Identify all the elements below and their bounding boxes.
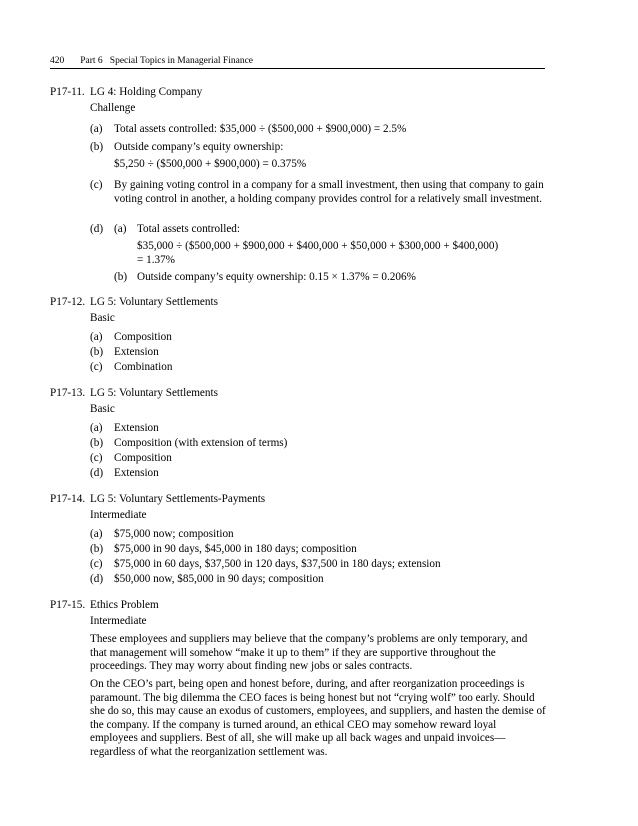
item-text: $75,000 now; composition xyxy=(114,528,234,540)
problem-title-p17-14: LG 5: Voluntary Settlements-Payments xyxy=(90,493,266,505)
answer-paragraph-1: These employees and suppliers may believe that the company’s problems are only temporary, and that management will somehow “make it up to them” if they are supportive throughout the proceedings. They may worry about finding new jobs or sales contracts. xyxy=(90,633,528,673)
item-text: Extension xyxy=(114,346,159,358)
item-label: (a) xyxy=(90,422,103,434)
problem-title-p17-13: LG 5: Voluntary Settlements xyxy=(90,387,218,399)
item-label: (b) xyxy=(90,437,104,449)
problem-level-p17-14: Intermediate xyxy=(90,509,147,521)
problem-number-p17-15: P17-15. xyxy=(50,599,86,611)
problem-number-p17-13: P17-13. xyxy=(50,387,86,399)
item-label: (a) xyxy=(90,331,103,343)
item-label: (d) xyxy=(90,223,104,235)
item-label: (d) xyxy=(90,467,104,479)
item-label: (c) xyxy=(90,361,103,373)
problem-level-p17-15: Intermediate xyxy=(90,615,147,627)
problem-title-p17-15: Ethics Problem xyxy=(90,599,159,611)
item-text: Composition xyxy=(114,452,172,464)
item-label: (c) xyxy=(90,558,103,570)
problem-number-p17-12: P17-12. xyxy=(50,296,86,308)
answer-paragraph-2: On the CEO’s part, being open and honest before, during, and after reorganization proceedings is paramount. The big dilemma the CEO faces is being honest but not “crying wolf” too early. Should she do so, this may cause an exodus of customers, employees, and suppliers, and hasten the demise of the company. If the company is turned around, an ethical CEO may somehow reward loyal employees and suppliers. Best of all, she will make up all back wages and unpaid invoices—regardless of what the reorganization settlement was. xyxy=(90,678,546,758)
item-text: Outside company’s equity ownership: xyxy=(114,141,284,153)
subitem-text: Outside company’s equity ownership: 0.15 × 1.37% = 0.206% xyxy=(137,271,416,283)
calculation: = 1.37% xyxy=(137,254,176,266)
problem-level-p17-11: Challenge xyxy=(90,102,136,114)
item-text: Composition (with extension of terms) xyxy=(114,437,288,449)
item-label: (a) xyxy=(90,123,103,135)
item-text: $50,000 now, $85,000 in 90 days; composition xyxy=(114,573,324,585)
problem-level-p17-13: Basic xyxy=(90,403,115,415)
item-text: Combination xyxy=(114,361,173,373)
item-label: (b) xyxy=(90,543,104,555)
item-text: $75,000 in 90 days, $45,000 in 180 days; composition xyxy=(114,543,357,555)
subitem-label: (b) xyxy=(114,271,128,283)
item-text: $75,000 in 60 days, $37,500 in 120 days, $37,500 in 180 days; extension xyxy=(114,558,441,570)
calculation: $5,250 ÷ ($500,000 + $900,000) = 0.375% xyxy=(114,158,307,170)
item-label: (b) xyxy=(90,141,104,153)
item-text: Total assets controlled: $35,000 ÷ ($500,000 + $900,000) = 2.5% xyxy=(114,123,407,135)
subitem-text: Total assets controlled: xyxy=(137,223,240,235)
running-header xyxy=(50,54,545,69)
subitem-label: (a) xyxy=(114,223,127,235)
item-label: (c) xyxy=(90,179,103,191)
item-label: (b) xyxy=(90,346,104,358)
item-text: Extension xyxy=(114,422,159,434)
item-text: Composition xyxy=(114,331,172,343)
item-label: (a) xyxy=(90,528,103,540)
item-label: (c) xyxy=(90,452,103,464)
problem-level-p17-12: Basic xyxy=(90,312,115,324)
problem-title-p17-12: LG 5: Voluntary Settlements xyxy=(90,296,218,308)
item-text: By gaining voting control in a company for a small investment, then using that company to gain voting control in another, a holding company provides control for a relatively small investment. xyxy=(114,179,544,205)
item-label: (d) xyxy=(90,573,104,585)
item-text: Extension xyxy=(114,467,159,479)
page-number: 420 xyxy=(50,56,65,66)
problem-number-p17-14: P17-14. xyxy=(50,493,86,505)
problem-title-p17-11: LG 4: Holding Company xyxy=(90,86,203,98)
problem-number-p17-11: P17-11. xyxy=(50,86,85,98)
running-title: Part 6 Special Topics in Managerial Finance xyxy=(80,56,254,66)
calculation: $35,000 ÷ ($500,000 + $900,000 + $400,000 + $50,000 + $300,000 + $400,000) xyxy=(137,240,499,252)
